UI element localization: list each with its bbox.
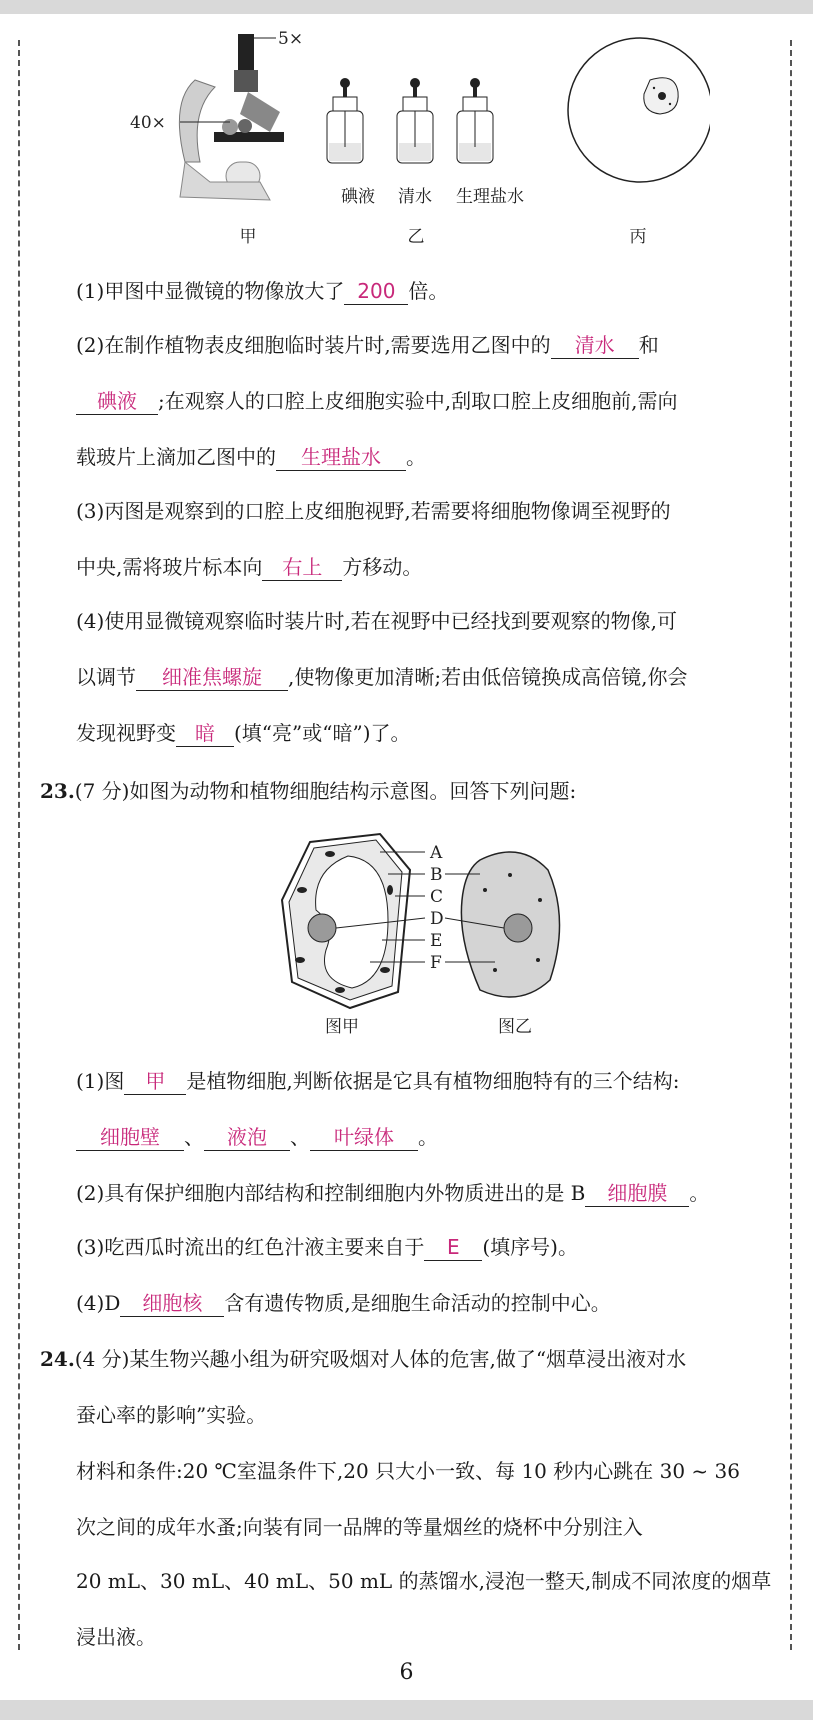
top-border bbox=[0, 0, 813, 14]
label-a: A bbox=[430, 843, 443, 863]
q23-part4: (4)D 细胞核 含有遗传物质,是细胞生命活动的控制中心。 bbox=[76, 1291, 611, 1315]
plant-cell-illustration bbox=[282, 834, 410, 1008]
q22-part2-line1: (2)在制作植物表皮细胞临时装片时,需要选用乙图中的 清水 和 bbox=[76, 333, 659, 357]
label-b: B bbox=[430, 865, 443, 885]
q22-part3-line2: 中央,需将玻片标本向 右上 方移动。 bbox=[76, 555, 423, 579]
bottle-label-iodine: 碘液 bbox=[341, 187, 375, 207]
question-number: 24. bbox=[40, 1347, 75, 1371]
eyepiece-magnification: 5× bbox=[278, 29, 304, 49]
answer-blank: 碘液 bbox=[76, 388, 158, 415]
q22-figure bbox=[130, 22, 710, 252]
q24-materials-line3: 20 mL、30 mL、40 mL、50 mL 的蒸馏水,浸泡一整天,制成不同浓度的烟草 bbox=[76, 1569, 772, 1593]
answer-blank: 甲 bbox=[124, 1068, 186, 1095]
q24-stem-line1: 24.(4 分)某生物兴趣小组为研究吸烟对人体的危害,做了“烟草浸出液对水 bbox=[40, 1347, 687, 1371]
left-dashed-margin bbox=[18, 40, 20, 1650]
q22-part4-line1: (4)使用显微镜观察临时装片时,若在视野中已经找到要观察的物像,可 bbox=[76, 609, 678, 633]
objective-magnification: 40× bbox=[130, 113, 166, 133]
bottom-border bbox=[0, 1700, 813, 1720]
q22-part4-line2: 以调节 细准焦螺旋 ,使物像更加清晰;若由低倍镜换成高倍镜,你会 bbox=[76, 665, 688, 689]
caption-jia: 甲 bbox=[239, 227, 257, 247]
answer-blank: E bbox=[424, 1234, 482, 1261]
q22-part4-line3: 发现视野变 暗 (填“亮”或“暗”)了。 bbox=[76, 721, 411, 745]
right-dashed-margin bbox=[790, 40, 792, 1650]
caption-bing: 丙 bbox=[629, 227, 647, 247]
label-f: F bbox=[430, 953, 442, 973]
caption-figure-yi: 图乙 bbox=[498, 1017, 532, 1037]
q23-part1-line2: 细胞壁 、 液泡 、 叶绿体 。 bbox=[76, 1122, 776, 1152]
microscope-illustration bbox=[179, 34, 284, 200]
q22-part2-line2: 碘液 ;在观察人的口腔上皮细胞实验中,刮取口腔上皮细胞前,需向 bbox=[76, 386, 776, 416]
label-e: E bbox=[430, 931, 443, 951]
caption-yi: 乙 bbox=[407, 227, 425, 247]
q24-materials-line4: 浸出液。 bbox=[76, 1625, 156, 1649]
question-number: 23. bbox=[40, 779, 75, 803]
answer-blank: 清水 bbox=[551, 332, 639, 359]
label-c: C bbox=[430, 887, 444, 907]
q22-part1: (1)甲图中显微镜的物像放大了 200 倍。 bbox=[76, 279, 449, 303]
answer-blank: 生理盐水 bbox=[276, 444, 406, 471]
answer-blank: 右上 bbox=[262, 554, 342, 581]
q24-materials-line2: 次之间的成年水蚤;向装有同一品牌的等量烟丝的烧杯中分别注入 bbox=[76, 1515, 643, 1539]
answer-blank: 200 bbox=[344, 278, 408, 305]
q22-part3-line1: (3)丙图是观察到的口腔上皮细胞视野,若需要将细胞物像调至视野的 bbox=[76, 499, 671, 523]
q23-part3: (3)吃西瓜时流出的红色汁液主要来自于 E (填序号)。 bbox=[76, 1235, 578, 1259]
answer-blank: 细准焦螺旋 bbox=[136, 664, 288, 691]
answer-blank: 细胞核 bbox=[120, 1290, 224, 1317]
caption-figure-jia: 图甲 bbox=[325, 1017, 359, 1037]
answer-blank: 暗 bbox=[176, 720, 234, 747]
q23-stem: 23.(7 分)如图为动物和植物细胞结构示意图。回答下列问题: bbox=[40, 779, 577, 803]
q23-part2: (2)具有保护细胞内部结构和控制细胞内外物质进出的是 B 细胞膜 。 bbox=[76, 1181, 710, 1205]
answer-blank: 液泡 bbox=[204, 1124, 290, 1151]
page-number: 6 bbox=[399, 1660, 414, 1685]
answer-blank: 叶绿体 bbox=[310, 1124, 418, 1151]
field-of-view-circle bbox=[568, 38, 710, 182]
dropper-bottles bbox=[327, 78, 493, 163]
q23-part1-line1: (1)图 甲 是植物细胞,判断依据是它具有植物细胞特有的三个结构: bbox=[76, 1069, 680, 1093]
bottle-label-water: 清水 bbox=[398, 187, 432, 207]
label-d: D bbox=[430, 909, 444, 929]
q24-stem-line2: 蚕心率的影响”实验。 bbox=[76, 1403, 267, 1427]
answer-blank: 细胞膜 bbox=[585, 1180, 689, 1207]
q24-materials-line1: 材料和条件:20 ℃室温条件下,20 只大小一致、每 10 秒内心跳在 30 ~ 36 bbox=[76, 1459, 740, 1483]
answer-blank: 细胞壁 bbox=[76, 1124, 184, 1151]
bottle-label-saline: 生理盐水 bbox=[456, 187, 524, 207]
q22-part2-line3: 载玻片上滴加乙图中的 生理盐水 。 bbox=[76, 445, 426, 469]
cell-diagram bbox=[270, 830, 580, 1040]
